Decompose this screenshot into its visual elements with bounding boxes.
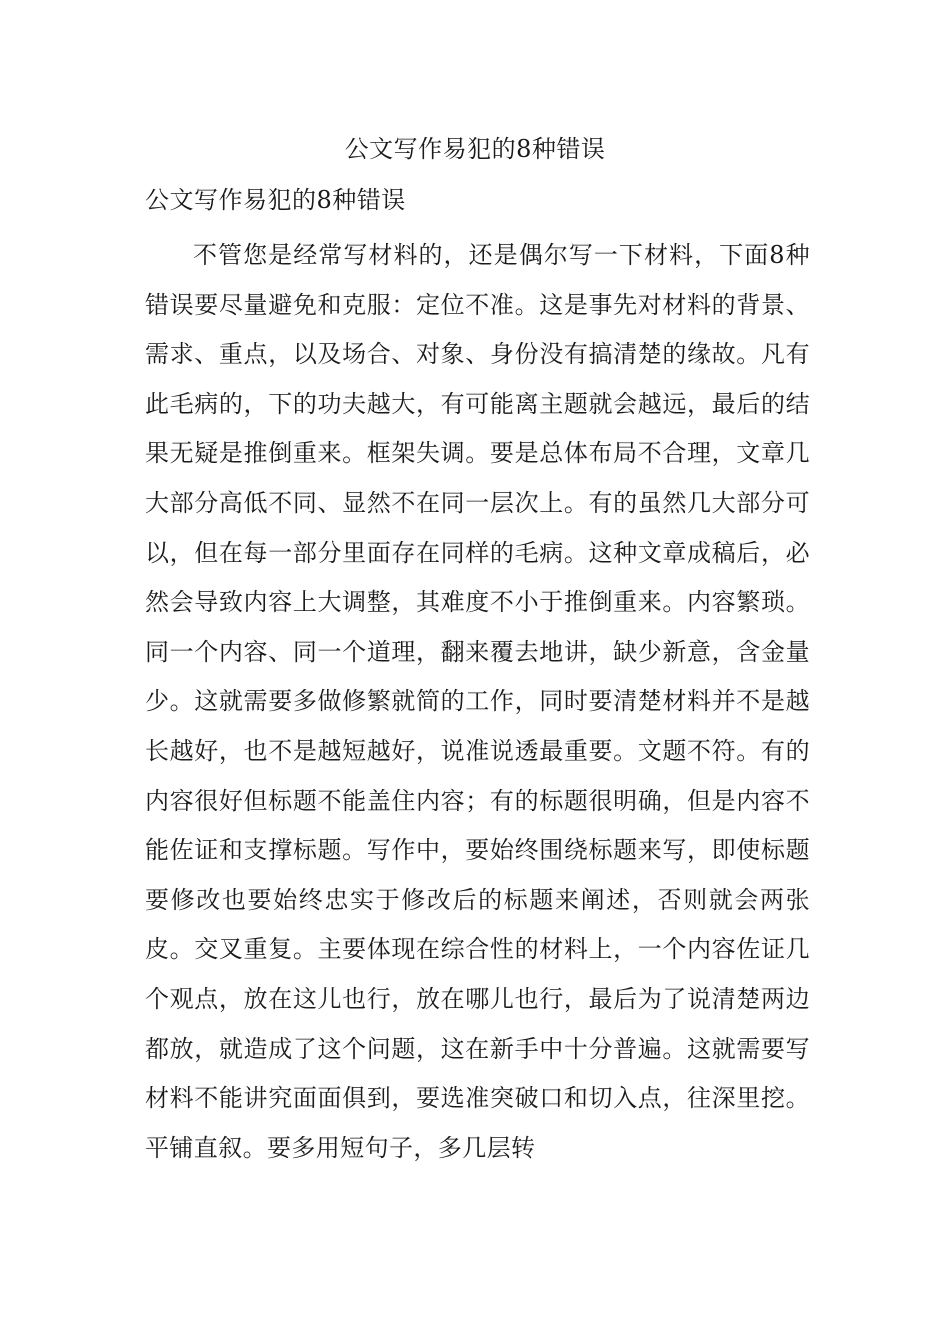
document-title: 公文写作易犯的8种错误: [344, 135, 606, 163]
document-subtitle: 公文写作易犯的8种错误: [145, 186, 406, 214]
document-body-paragraph: 不管您是经常写材料的，还是偶尔写一下材料，下面8种错误要尽量避免和克服：定位不准。这是事先对材料的背景、需求、重点，以及场合、对象、身份没有搞清楚的缘故。凡有此毛病的，下的功夫越大，有可能离主题就会越远，最后的结果无疑是推倒重来。框架失调。要是总体布局不合理，文章几大部分高低不同、显然不在同一层次上。有的虽然几大部分可以，但在每一部分里面存在同样的毛病。这种文章成稿后，必然会导致内容上大调整，其难度不小于推倒重来。内容繁琐。同一个内容、同一个道理，翻来覆去地讲，缺少新意，含金量少。这就需要多做修繁就简的工作，同时要清楚材料并不是越长越好，也不是越短越好，说准说透最重要。文题不符。有的内容很好但标题不能盖住内容；有的标题很明确，但是内容不能佐证和支撑标题。写作中，要始终围绕标题来写，即使标题要修改也要始终忠实于修改后的标题来阐述，否则就会两张皮。交叉重复。主要体现在综合性的材料上，一个内容佐证几个观点，放在这儿也行，放在哪儿也行，最后为了说清楚两边都放，就造成了这个问题，这在新手中十分普遍。这就需要写材料不能讲究面面俱到，要选准突破口和切入点，往深里挖。平铺直叙。要多用短句子，多几层转: [145, 241, 810, 1162]
